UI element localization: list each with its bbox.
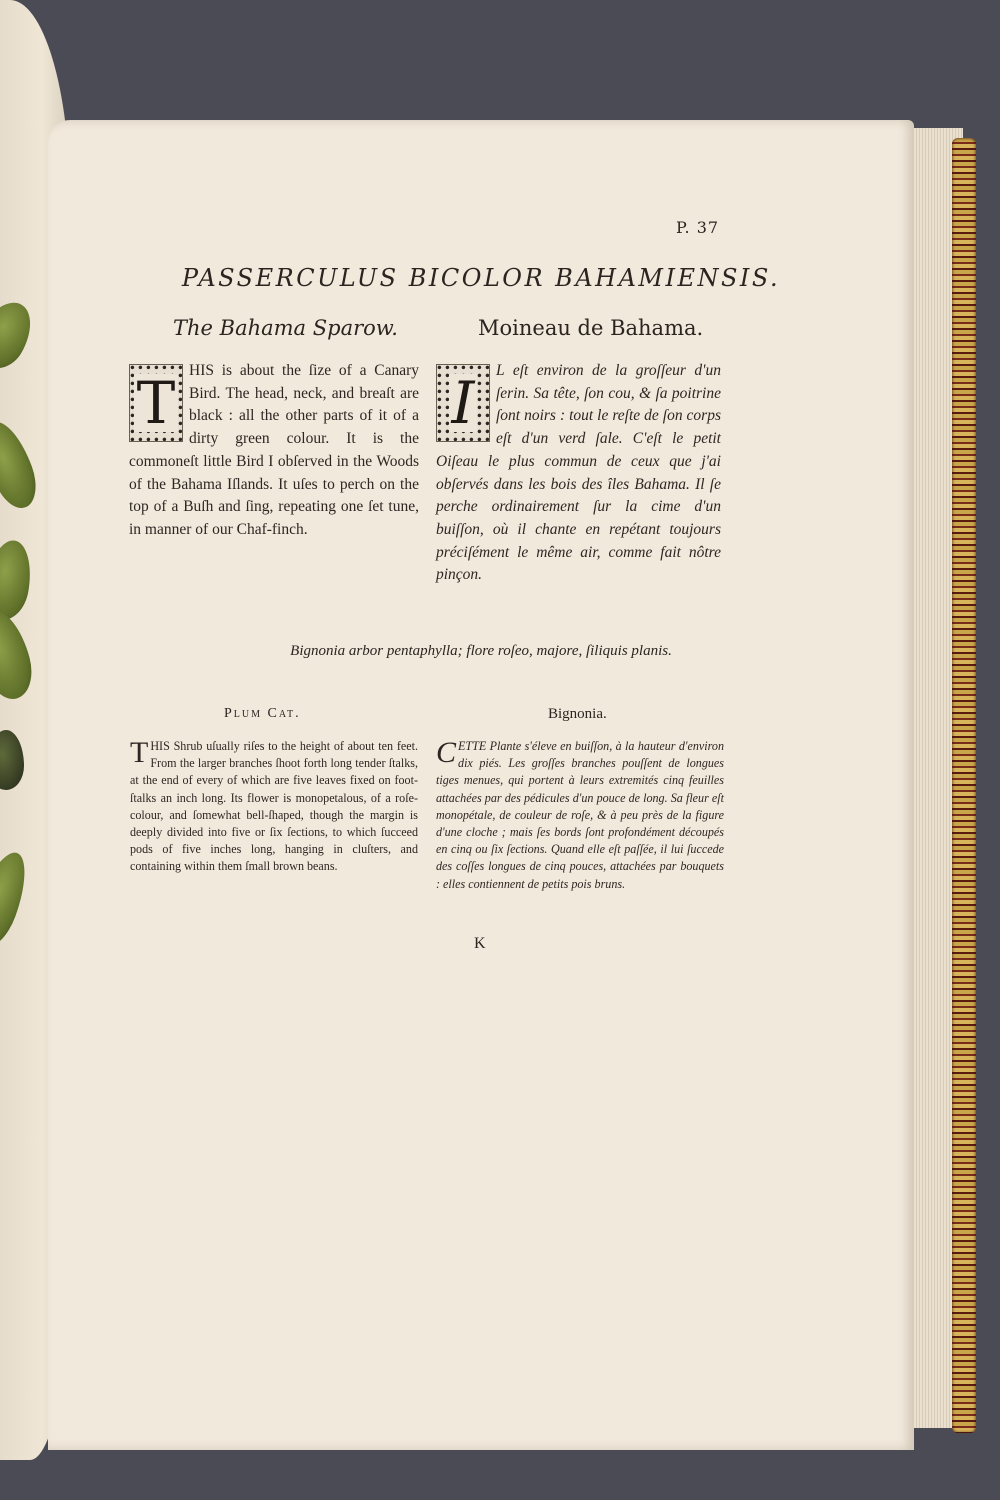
leaf-illustration (0, 293, 42, 378)
fruit-illustration (0, 730, 24, 790)
plum-text: HIS Shrub uſually riſes to the height of about ten feet. From the larger branches ſhoot forth long tender ſtalks, at the end of every of which are five leaves fixed on foot-ſtalks an inch long. Its flower is monopetalous, of a roſe-colour, and ſomewhat bell-ſhaped, though the margin is deeply divided into five or ſix ſections, to which ſucceed pods of five inches long, hanging in cluſters, and containing within them ſmall brown beans. (130, 739, 418, 874)
leaf-illustration (0, 537, 37, 623)
bignonia-paragraph (436, 738, 724, 893)
page-number: P. 37 (676, 218, 720, 237)
ornamental-drop-cap: I (436, 364, 490, 442)
bignonia-text: ETTE Plante s'éleve en buiſſon, à la hauteur d'environ dix piés. Les groſſes branches pouſſent de longues tiges menues, qui portent à leurs extremités cinq feuilles attachées par des pédicules d'un pouce de long. Sa fleur eſt monopétale, de couleur de roſe, & à peu près de la figure d'une cloche ; mais ſes bords ſont profondément découpés en cinq ou ſix ſections. Quand elle eſt paſſée, il lui ſuccede des coſſes longues de cinq pouces, attachées par bouquets : elles contiennent de petits pois bruns. (436, 739, 724, 891)
page-title: PASSERCULUS BICOLOR BAHAMIENSIS. (181, 264, 781, 292)
english-heading: The Bahama Sparow. (173, 316, 398, 340)
drop-cap: T (130, 736, 149, 769)
plant-title: Bignonia arbor pentaphylla; flore roſeo, majore, ſiliquis planis. (290, 643, 672, 659)
plum-paragraph (130, 738, 418, 876)
french-paragraph (436, 360, 721, 587)
plum-heading: Plum Cat. (224, 706, 301, 721)
french-text: L eſt environ de la groſſeur d'un ſerin. Sa tête, ſon cou, & ſa poitrine ſont noirs : tout le reſte de ſon corps eſt d'un verd ſale. C'eſt le petit Oiſeau le plus commun de ceux que j'ai obſervés dans les bois des îles Bahama. Il ſe perche ordinairement ſur la cime d'un buiſſon, où il chante en repétant toujours préciſément le même air, comme fait nôtre pinçon. (436, 362, 721, 584)
french-heading: Moineau de Bahama. (478, 316, 704, 340)
english-text: HIS is about the ſize of a Canary Bird. The head, neck, and breaſt are black : all the other parts of it of a dirty green colour. It is the commoneſt little Bird I obſerved in the Woods of the Bahama Iſlands. It uſes to perch on the top of a Buſh and ſing, repeating one ſet tune, in manner of our Chaf-finch. (129, 362, 419, 538)
ornamental-drop-cap: T (129, 364, 183, 442)
signature-mark: K (474, 935, 486, 952)
leaf-illustration (0, 606, 39, 705)
gilt-edge-decoration (952, 138, 976, 1433)
leaf-illustration (0, 416, 44, 514)
english-paragraph (129, 360, 419, 542)
book-page (48, 120, 914, 1450)
drop-cap: C (436, 736, 457, 769)
leaf-illustration (0, 846, 36, 954)
bignonia-heading: Bignonia. (548, 706, 607, 722)
